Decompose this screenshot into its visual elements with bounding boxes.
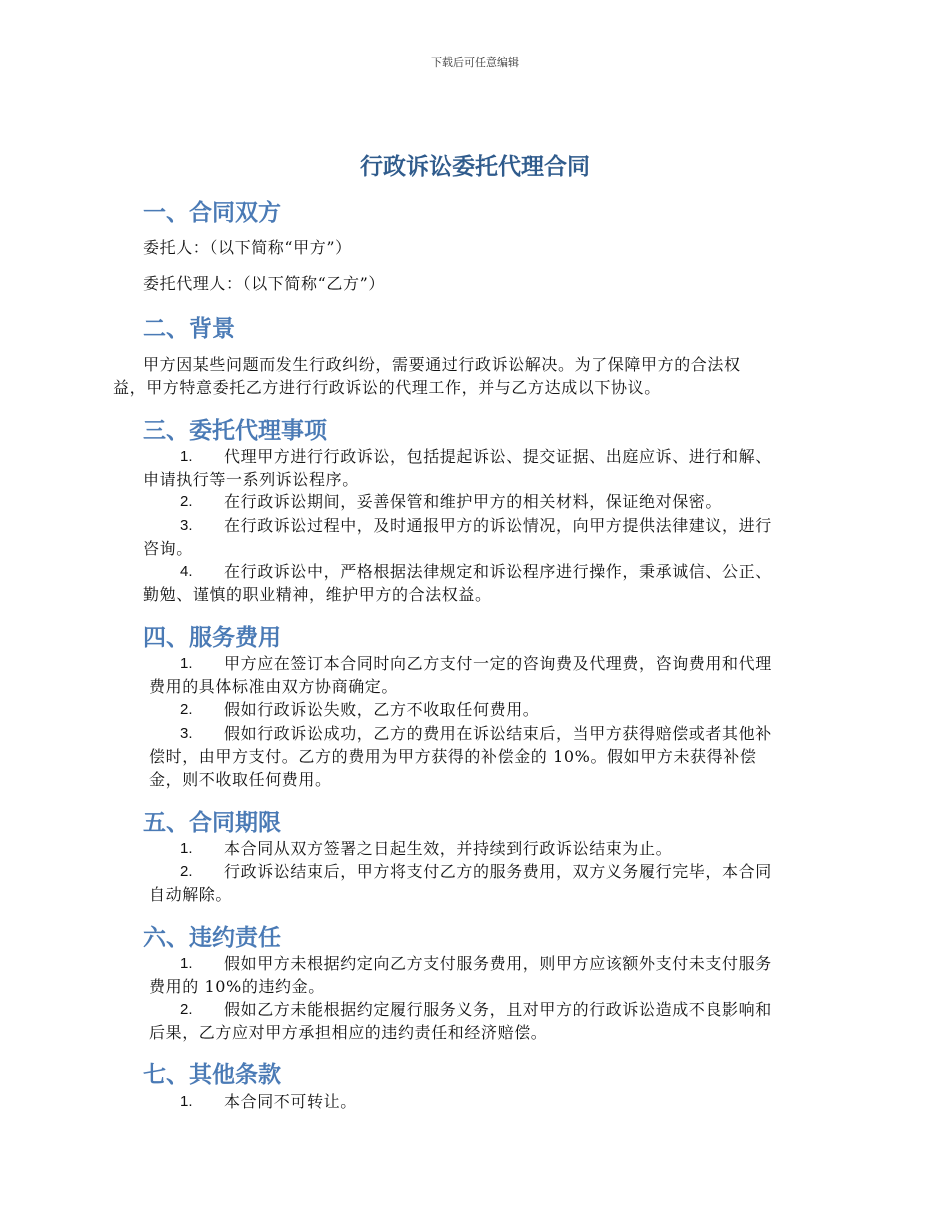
list-item-text: 偿时，由甲方支付。乙方的费用为甲方获得的补偿金的 10%。假如甲方未获得补偿 xyxy=(149,747,757,766)
list-item-number: 2. xyxy=(180,1001,193,1018)
list-item-text: 费用的 10%的违约金。 xyxy=(149,977,325,996)
list-item-number: 2. xyxy=(180,863,193,880)
background-text-line: 益，甲方特意委托乙方进行行政诉讼的代理工作，并与乙方达成以下协议。 xyxy=(113,378,661,397)
list-item-number: 1. xyxy=(180,655,193,672)
list-item-number: 3. xyxy=(180,517,193,534)
list-item-text: 行政诉讼结束后，甲方将支付乙方的服务费用，双方义务履行完毕，本合同 xyxy=(224,862,772,881)
list-item-text: 在行政诉讼过程中，及时通报甲方的诉讼情况，向甲方提供法律建议，进行 xyxy=(224,516,772,535)
list-item-text: 后果，乙方应对甲方承担相应的违约责任和经济赔偿。 xyxy=(149,1023,548,1042)
list-item-number: 2. xyxy=(180,701,193,718)
list-item-text: 金，则不收取任何费用。 xyxy=(149,770,332,789)
header-note: 下载后可任意编辑 xyxy=(431,56,519,69)
list-item-number: 1. xyxy=(180,955,193,972)
section-heading-other-terms: 七、其他条款 xyxy=(143,1062,281,1088)
list-item-number: 3. xyxy=(180,725,193,742)
list-item-text: 在行政诉讼中，严格根据法律规定和诉讼程序进行操作，秉承诚信、公正、 xyxy=(224,562,772,581)
list-item-text: 假如行政诉讼成功，乙方的费用在诉讼结束后，当甲方获得赔偿或者其他补 xyxy=(224,724,772,743)
section-heading-liability: 六、违约责任 xyxy=(143,925,281,951)
list-item-text: 假如乙方未能根据约定履行服务义务，且对甲方的行政诉讼造成不良影响和 xyxy=(224,1000,772,1019)
section-heading-fees: 四、服务费用 xyxy=(143,625,281,651)
list-item-number: 2. xyxy=(180,493,193,510)
list-item-text: 费用的具体标准由双方协商确定。 xyxy=(149,677,399,696)
section-heading-term: 五、合同期限 xyxy=(143,810,281,836)
list-item-text: 自动解除。 xyxy=(149,885,233,904)
list-item-number: 1. xyxy=(180,448,193,465)
list-item-text: 咨询。 xyxy=(143,539,193,558)
list-item-text: 在行政诉讼期间，妥善保管和维护甲方的相关材料，保证绝对保密。 xyxy=(224,492,723,511)
document-title: 行政诉讼委托代理合同 xyxy=(360,154,590,180)
list-item-text: 假如行政诉讼失败，乙方不收取任何费用。 xyxy=(224,700,540,719)
list-item-text: 本合同不可转让。 xyxy=(224,1092,357,1111)
list-item-number: 4. xyxy=(180,563,193,580)
section-heading-matters: 三、委托代理事项 xyxy=(143,418,327,444)
list-item-text: 假如甲方未根据约定向乙方支付服务费用，则甲方应该额外支付未支付服务 xyxy=(224,954,772,973)
list-item-number: 1. xyxy=(180,840,193,857)
list-item-number: 1. xyxy=(180,1093,193,1110)
list-item-text: 申请执行等一系列诉讼程序。 xyxy=(143,470,359,489)
list-item-text: 本合同从双方签署之日起生效，并持续到行政诉讼结束为止。 xyxy=(224,839,673,858)
list-item-text: 甲方应在签订本合同时向乙方支付一定的咨询费及代理费，咨询费用和代理 xyxy=(224,654,772,673)
party-agent-line: 委托代理人：（以下简称“乙方”） xyxy=(143,274,385,293)
section-heading-background: 二、背景 xyxy=(143,316,235,342)
section-heading-parties: 一、合同双方 xyxy=(143,200,281,226)
list-item-text: 代理甲方进行行政诉讼，包括提起诉讼、提交证据、出庭应诉、进行和解、 xyxy=(224,447,772,466)
party-client-line: 委托人：（以下简称“甲方”） xyxy=(143,238,352,257)
background-text-line: 甲方因某些问题而发生行政纠纷，需要通过行政诉讼解决。为了保障甲方的合法权 xyxy=(143,355,741,374)
list-item-text: 勤勉、谨慎的职业精神，维护甲方的合法权益。 xyxy=(143,585,492,604)
